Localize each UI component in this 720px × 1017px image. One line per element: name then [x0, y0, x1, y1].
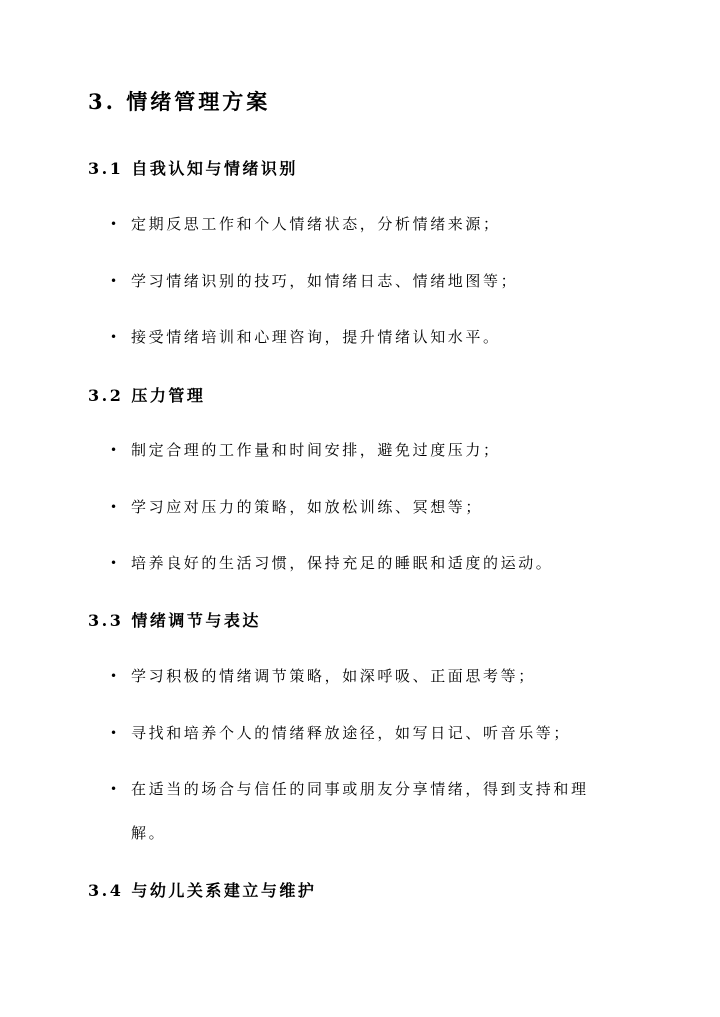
list-item-text: 定期反思工作和个人情绪状态，分析情绪来源； — [131, 215, 501, 233]
section-heading-3-4: 3.4 与幼儿关系建立与维护 — [88, 881, 317, 900]
list-item-text: 学习应对压力的策略，如放松训练、冥想等； — [131, 498, 484, 516]
list-item-text: 接受情绪培训和心理咨询，提升情绪认知水平。 — [131, 328, 501, 346]
list-item-continuation: 解。 — [131, 824, 167, 842]
bullet-icon: • — [110, 274, 118, 288]
bullet-icon: • — [110, 726, 118, 740]
bullet-icon: • — [110, 217, 118, 231]
page-title: 3. 情绪管理方案 — [88, 89, 271, 114]
bullet-icon: • — [110, 782, 118, 796]
list-item-text: 制定合理的工作量和时间安排，避免过度压力； — [131, 441, 501, 459]
list-item-text: 学习情绪识别的技巧，如情绪日志、情绪地图等； — [131, 272, 519, 290]
bullet-icon: • — [110, 556, 118, 570]
bullet-icon: • — [110, 500, 118, 514]
section-heading-3-2: 3.2 压力管理 — [88, 386, 206, 405]
list-item-text: 学习积极的情绪调节策略，如深呼吸、正面思考等； — [131, 667, 536, 685]
section-heading-3-1: 3.1 自我认知与情绪识别 — [88, 159, 298, 178]
list-item-text: 在适当的场合与信任的同事或朋友分享情绪，得到支持和理 — [131, 780, 589, 798]
bullet-icon: • — [110, 330, 118, 344]
section-heading-3-3: 3.3 情绪调节与表达 — [88, 611, 261, 630]
list-item-text: 寻找和培养个人的情绪释放途径，如写日记、听音乐等； — [131, 724, 572, 742]
bullet-icon: • — [110, 669, 118, 683]
bullet-icon: • — [110, 443, 118, 457]
list-item-text: 培养良好的生活习惯，保持充足的睡眠和适度的运动。 — [131, 554, 554, 572]
